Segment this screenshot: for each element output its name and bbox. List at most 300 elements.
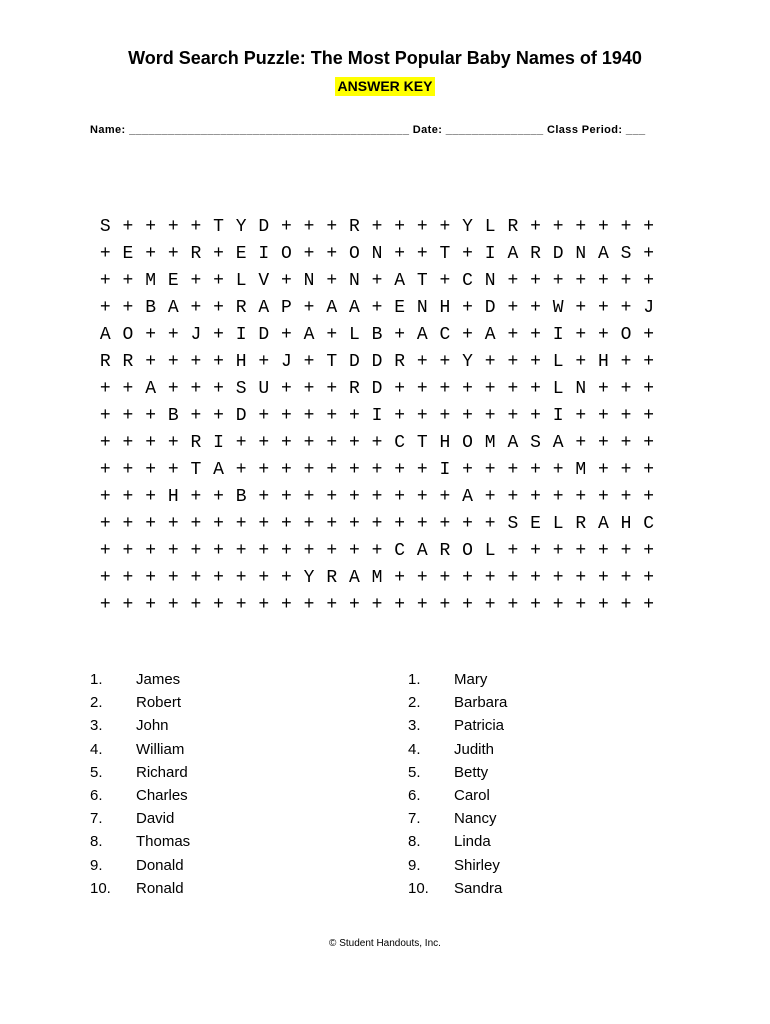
grid-cell: + [462, 244, 473, 264]
grid-cell: S [507, 514, 519, 534]
grid-cell: + [303, 217, 315, 237]
grid-cell: + [439, 271, 451, 291]
grid-cell: + [371, 433, 383, 453]
grid-cell: + [326, 514, 338, 534]
grid-cell: + [167, 433, 179, 453]
grid-cell: V [258, 271, 270, 291]
grid-cell: A [258, 298, 270, 318]
grid-cell: Y [235, 217, 247, 237]
grid-cell: + [303, 244, 315, 264]
grid-cell: I [552, 406, 564, 426]
grid-cell: O [462, 541, 473, 561]
grid-cell: + [598, 433, 609, 453]
grid-cell: + [620, 217, 632, 237]
grid-cell: + [122, 514, 134, 534]
grid-cell: T [416, 271, 428, 291]
grid-cell: + [575, 271, 587, 291]
grid-cell: + [348, 487, 360, 507]
grid-cell: + [326, 325, 338, 345]
grid-cell: + [507, 487, 519, 507]
grid-cell: + [575, 595, 587, 615]
grid-cell: O [462, 433, 473, 453]
grid-cell: + [190, 487, 202, 507]
list-item [90, 714, 190, 737]
grid-cell: + [122, 541, 134, 561]
grid-cell: I [213, 433, 224, 453]
grid-cell: Y [462, 352, 473, 372]
grid-cell: + [575, 541, 587, 561]
grid-cell: A [348, 568, 360, 588]
grid-cell: + [145, 433, 156, 453]
grid-cell: + [122, 379, 134, 399]
grid-cell: + [394, 568, 406, 588]
grid-cell: O [348, 244, 360, 264]
grid-cell: + [552, 460, 564, 480]
grid-cell: + [575, 298, 587, 318]
grid-cell: E [167, 271, 179, 291]
grid-cell: + [484, 379, 496, 399]
grid-cell: H [439, 298, 451, 318]
item-number: 4. [408, 740, 421, 758]
grid-cell: + [167, 595, 179, 615]
grid-cell: + [371, 514, 383, 534]
grid-cell: + [598, 217, 609, 237]
grid-row [94, 484, 660, 511]
grid-cell: I [484, 244, 496, 264]
grid-cell: R [326, 568, 338, 588]
grid-cell: + [99, 406, 111, 426]
grid-cell: R [348, 217, 360, 237]
grid-row [94, 376, 660, 403]
grid-cell: M [484, 433, 496, 453]
grid-cell: + [530, 568, 541, 588]
grid-cell: L [348, 325, 360, 345]
grid-cell: + [303, 406, 315, 426]
grid-cell: D [371, 379, 383, 399]
grid-cell: E [394, 298, 406, 318]
grid-cell: + [258, 595, 270, 615]
grid-cell: + [620, 433, 632, 453]
grid-cell: + [416, 406, 428, 426]
girls-names-list [408, 668, 507, 900]
grid-cell: + [530, 595, 541, 615]
grid-cell: + [326, 244, 338, 264]
grid-cell: + [484, 595, 496, 615]
grid-cell: + [507, 298, 519, 318]
grid-cell: + [552, 568, 564, 588]
item-number: 2. [408, 694, 421, 712]
grid-cell: + [394, 514, 406, 534]
grid-cell: + [99, 487, 111, 507]
grid-cell: + [643, 595, 655, 615]
grid-cell: + [530, 352, 541, 372]
grid-row [94, 538, 660, 565]
grid-cell: + [643, 433, 655, 453]
grid-cell: + [552, 217, 564, 237]
item-name: John [136, 717, 169, 735]
grid-cell: + [213, 244, 224, 264]
grid-cell: + [620, 460, 632, 480]
grid-cell: + [213, 379, 224, 399]
item-name: Patricia [454, 717, 505, 735]
item-name: Mary [454, 671, 488, 688]
grid-cell: E [530, 514, 541, 534]
grid-cell: E [122, 244, 134, 264]
grid-cell: + [258, 541, 270, 561]
grid-cell: + [598, 298, 609, 318]
grid-cell: B [371, 325, 383, 345]
grid-cell: P [281, 298, 292, 318]
grid-cell: + [620, 595, 632, 615]
grid-cell: + [303, 487, 315, 507]
grid-cell: A [303, 325, 315, 345]
list-item [408, 668, 507, 691]
grid-cell: M [575, 460, 587, 480]
grid-cell: O [122, 325, 134, 345]
grid-cell: + [348, 514, 360, 534]
grid-cell: A [326, 298, 338, 318]
grid-cell: + [371, 487, 383, 507]
grid-cell: + [213, 595, 224, 615]
item-name: Betty [454, 763, 489, 781]
grid-cell: + [643, 352, 655, 372]
grid-cell: + [281, 325, 292, 345]
list-item [90, 668, 190, 691]
grid-cell: + [281, 514, 292, 534]
grid-cell: L [484, 217, 496, 237]
grid-cell: A [394, 271, 406, 291]
grid-cell: + [122, 568, 134, 588]
grid-cell: + [167, 325, 179, 345]
grid-cell: + [281, 217, 292, 237]
grid-cell: + [439, 379, 451, 399]
grid-cell: + [167, 460, 179, 480]
grid-cell: + [122, 298, 134, 318]
grid-cell: + [190, 406, 202, 426]
grid-cell: + [462, 514, 473, 534]
grid-cell: + [99, 460, 111, 480]
grid-cell: + [235, 514, 247, 534]
grid-cell: + [122, 595, 134, 615]
grid-cell: + [416, 514, 428, 534]
grid-cell: + [620, 298, 632, 318]
grid-cell: + [620, 271, 632, 291]
grid-cell: + [145, 487, 156, 507]
grid-row [94, 430, 660, 457]
grid-cell: + [643, 406, 655, 426]
grid-cell: D [235, 406, 247, 426]
grid-cell: A [462, 487, 473, 507]
grid-cell: + [575, 352, 587, 372]
grid-cell: + [213, 541, 224, 561]
grid-cell: + [145, 541, 156, 561]
grid-row [94, 322, 660, 349]
grid-cell: + [371, 541, 383, 561]
grid-cell: J [190, 325, 202, 345]
grid-cell: + [258, 406, 270, 426]
grid-cell: + [598, 460, 609, 480]
grid-cell: + [439, 217, 451, 237]
grid-cell: + [530, 271, 541, 291]
grid-cell: + [99, 514, 111, 534]
grid-cell: + [575, 217, 587, 237]
grid-cell: + [394, 487, 406, 507]
grid-cell: + [167, 244, 179, 264]
list-item [90, 784, 190, 807]
grid-cell: + [462, 460, 473, 480]
item-number: 9. [408, 856, 421, 874]
grid-cell: R [122, 352, 134, 372]
grid-cell: + [530, 325, 541, 345]
grid-cell: R [439, 541, 451, 561]
item-name: Richard [136, 763, 188, 781]
grid-cell: + [552, 271, 564, 291]
grid-cell: R [190, 433, 202, 453]
grid-cell: + [620, 568, 632, 588]
grid-cell: + [348, 406, 360, 426]
grid-cell: + [122, 406, 134, 426]
grid-cell: + [303, 298, 315, 318]
grid-cell: M [371, 568, 383, 588]
list-item [408, 807, 507, 830]
grid-cell: + [167, 217, 179, 237]
grid-cell: + [281, 406, 292, 426]
grid-cell: + [552, 541, 564, 561]
grid-cell: + [235, 595, 247, 615]
grid-cell: + [326, 487, 338, 507]
grid-cell: + [303, 433, 315, 453]
list-item [90, 830, 190, 853]
grid-cell: + [507, 379, 519, 399]
grid-cell: + [145, 244, 156, 264]
grid-cell: + [620, 541, 632, 561]
grid-cell: + [643, 271, 655, 291]
grid-cell: A [213, 460, 224, 480]
grid-cell: N [416, 298, 428, 318]
grid-cell: R [190, 244, 202, 264]
grid-cell: T [190, 460, 202, 480]
list-item [90, 807, 190, 830]
item-name: Thomas [136, 833, 191, 851]
grid-cell: + [643, 379, 655, 399]
name-date-period-line: Name: ___________________________________________ Date: _______________ Class Period: ___ [90, 124, 646, 136]
grid-cell: + [462, 379, 473, 399]
grid-cell: S [99, 217, 111, 237]
list-item [408, 854, 507, 877]
grid-cell: + [167, 541, 179, 561]
grid-cell: T [326, 352, 338, 372]
grid-cell: + [326, 460, 338, 480]
grid-cell: + [348, 460, 360, 480]
grid-cell: S [620, 244, 632, 264]
grid-cell: + [258, 487, 270, 507]
grid-row [94, 295, 660, 322]
grid-cell: + [190, 271, 202, 291]
grid-cell: + [99, 568, 111, 588]
grid-cell: + [213, 298, 224, 318]
grid-cell: + [598, 379, 609, 399]
grid-row [94, 268, 660, 295]
grid-cell: E [235, 244, 247, 264]
grid-cell: D [258, 325, 270, 345]
list-item [408, 691, 507, 714]
grid-cell: Y [462, 217, 473, 237]
item-number: 10. [90, 879, 111, 897]
grid-cell: W [552, 298, 564, 318]
grid-cell: + [167, 379, 179, 399]
item-number: 5. [90, 763, 103, 781]
grid-cell: + [575, 406, 587, 426]
grid-cell: + [281, 568, 292, 588]
grid-cell: + [371, 298, 383, 318]
grid-cell: + [530, 460, 541, 480]
grid-cell: + [416, 595, 428, 615]
grid-cell: H [439, 433, 451, 453]
grid-cell: + [620, 379, 632, 399]
grid-cell: + [416, 244, 428, 264]
grid-cell: + [145, 406, 156, 426]
grid-cell: + [484, 568, 496, 588]
list-item [408, 714, 507, 737]
grid-cell: + [235, 460, 247, 480]
grid-cell: N [575, 379, 587, 399]
list-item [90, 691, 190, 714]
grid-cell: L [484, 541, 496, 561]
grid-cell: + [348, 433, 360, 453]
item-number: 1. [90, 671, 103, 688]
grid-cell: + [326, 541, 338, 561]
grid-cell: + [439, 487, 451, 507]
grid-cell: + [145, 595, 156, 615]
grid-cell: + [643, 568, 655, 588]
grid-cell: + [643, 325, 655, 345]
grid-cell: + [190, 514, 202, 534]
grid-cell: C [439, 325, 451, 345]
grid-cell: L [552, 379, 564, 399]
grid-row [94, 241, 660, 268]
grid-cell: N [348, 271, 360, 291]
grid-cell: N [484, 271, 496, 291]
item-number: 3. [90, 717, 103, 735]
grid-cell: + [439, 595, 451, 615]
grid-cell: + [213, 406, 224, 426]
grid-cell: + [190, 217, 202, 237]
grid-cell: + [145, 460, 156, 480]
grid-cell: + [507, 460, 519, 480]
grid-cell: + [99, 433, 111, 453]
grid-cell: + [371, 460, 383, 480]
grid-row [94, 565, 660, 592]
grid-cell: + [530, 406, 541, 426]
grid-cell: + [326, 271, 338, 291]
grid-cell: + [281, 460, 292, 480]
grid-cell: C [643, 514, 655, 534]
grid-cell: T [416, 433, 428, 453]
grid-cell: + [213, 487, 224, 507]
item-name: William [136, 740, 185, 758]
grid-cell: D [348, 352, 360, 372]
grid-cell: H [620, 514, 632, 534]
grid-cell: + [620, 487, 632, 507]
grid-cell: J [643, 298, 655, 318]
grid-cell: + [575, 568, 587, 588]
grid-cell: + [598, 271, 609, 291]
grid-cell: + [122, 487, 134, 507]
grid-cell: + [416, 460, 428, 480]
grid-cell: + [145, 514, 156, 534]
grid-cell: A [416, 325, 428, 345]
grid-cell: + [507, 325, 519, 345]
word-search-grid [94, 214, 660, 619]
grid-cell: + [326, 595, 338, 615]
grid-cell: + [281, 487, 292, 507]
grid-cell: + [348, 541, 360, 561]
grid-cell: + [416, 487, 428, 507]
copyright-footer: © Student Handouts, Inc. [329, 938, 441, 949]
item-name: Sandra [454, 879, 503, 897]
grid-cell: B [167, 406, 179, 426]
item-name: Carol [454, 786, 490, 804]
grid-cell: H [235, 352, 247, 372]
grid-cell: + [167, 514, 179, 534]
grid-cell: + [416, 217, 428, 237]
grid-cell: + [598, 487, 609, 507]
grid-cell: + [394, 244, 406, 264]
grid-cell: + [439, 514, 451, 534]
grid-cell: + [552, 595, 564, 615]
grid-cell: + [552, 487, 564, 507]
grid-cell: + [394, 595, 406, 615]
item-number: 4. [90, 740, 103, 758]
item-name: Judith [454, 740, 495, 758]
item-name: Donald [136, 856, 184, 874]
grid-cell: N [371, 244, 383, 264]
grid-cell: + [484, 487, 496, 507]
grid-cell: + [484, 514, 496, 534]
page-title: Word Search Puzzle: The Most Popular Baby Names of 1940 [128, 48, 642, 68]
item-name: Barbara [454, 694, 508, 712]
grid-cell: + [99, 595, 111, 615]
grid-cell: + [281, 595, 292, 615]
grid-cell: + [122, 433, 134, 453]
grid-cell: + [303, 352, 315, 372]
grid-cell: + [190, 595, 202, 615]
grid-cell: + [281, 271, 292, 291]
grid-cell: + [643, 541, 655, 561]
grid-cell: A [484, 325, 496, 345]
grid-cell: O [620, 325, 632, 345]
grid-cell: + [462, 406, 473, 426]
grid-cell: H [167, 487, 179, 507]
list-item [90, 877, 190, 900]
grid-cell: + [213, 514, 224, 534]
grid-cell: + [530, 298, 541, 318]
grid-row [94, 403, 660, 430]
item-name: Robert [136, 694, 182, 712]
grid-cell: + [213, 352, 224, 372]
grid-cell: D [371, 352, 383, 372]
grid-cell: O [281, 244, 292, 264]
item-name: James [136, 671, 181, 688]
item-number: 10. [408, 879, 429, 897]
grid-cell: + [258, 433, 270, 453]
grid-cell: + [598, 406, 609, 426]
grid-cell: + [462, 298, 473, 318]
grid-cell: + [462, 595, 473, 615]
grid-cell: + [99, 271, 111, 291]
grid-cell: + [575, 487, 587, 507]
grid-cell: A [348, 298, 360, 318]
